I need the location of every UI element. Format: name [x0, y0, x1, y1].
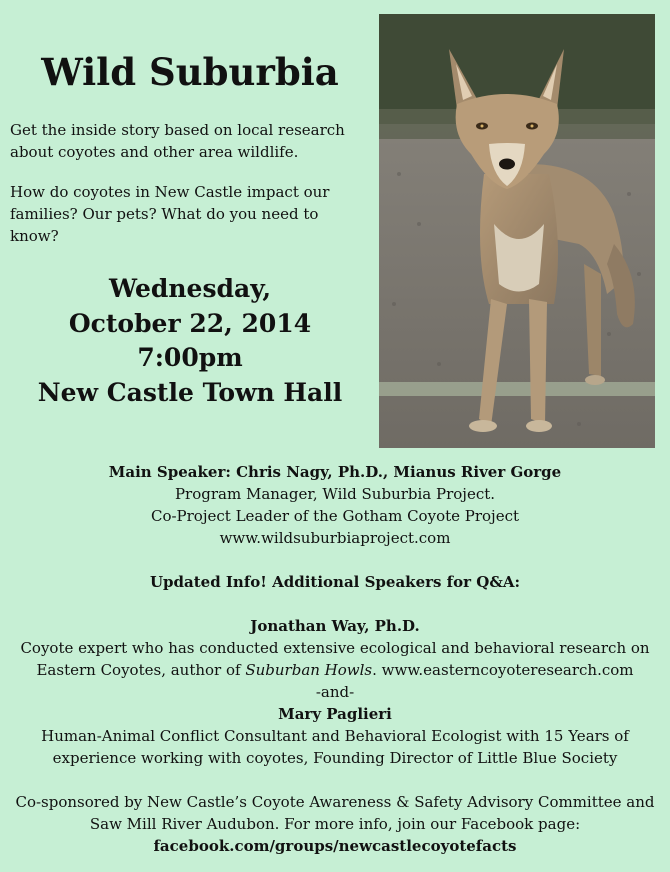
- update-heading: Updated Info! Additional Speakers for Q&A:: [149, 573, 521, 591]
- speaker3-name: Mary Paglieri: [278, 705, 392, 723]
- event-details: [0, 272, 380, 410]
- event-time: 7:00pm: [137, 343, 243, 372]
- sponsor-text: Co-sponsored by New Castle’s Coyote Awareness & Safety Advisory Committee and Saw Mill River Audubon. For more info, join our Facebook page:: [15, 793, 655, 833]
- intro-question: How do coyotes in New Castle impact our families? Our pets? What do you need to know?: [10, 183, 330, 245]
- speaker2-book-title: Suburban Howls: [245, 661, 373, 679]
- event-date: October 22, 2014: [68, 308, 312, 338]
- intro-paragraph: Get the inside story based on local research about coyotes and other area wildlife.: [10, 121, 345, 161]
- coyote-illustration: [379, 14, 655, 448]
- page-title: Wild Suburbia: [41, 50, 339, 94]
- main-speaker-project: Co-Project Leader of the Gotham Coyote Project: [150, 507, 520, 525]
- main-speaker-website[interactable]: www.wildsuburbiaproject.com: [219, 529, 451, 547]
- speaker3-bio: Human-Animal Conflict Consultant and Behavioral Ecologist with 15 Years of experience working with coyotes, Founding Director of Little Blue Society: [41, 727, 629, 767]
- main-speaker-role: Program Manager, Wild Suburbia Project.: [174, 485, 496, 503]
- speaker2-name: Jonathan Way, Ph.D.: [250, 617, 420, 635]
- speaker2-bio: [0, 637, 670, 681]
- coyote-photo: [379, 14, 655, 448]
- event-day: Wednesday,: [108, 274, 272, 303]
- speaker2-website[interactable]: . www.easterncoyoteresearch.com: [372, 661, 634, 679]
- event-venue: New Castle Town Hall: [37, 377, 343, 407]
- and-separator: -and-: [315, 683, 355, 701]
- speaker2-bio-text: Coyote expert who has conducted extensive ecological and behavioral research on Eastern Coyotes, author of: [20, 639, 650, 679]
- main-speaker-heading: Main Speaker: Chris Nagy, Ph.D., Mianus River Gorge: [108, 463, 562, 481]
- speaker-details: [0, 461, 670, 857]
- facebook-link[interactable]: facebook.com/groups/newcastlecoyotefacts: [153, 837, 517, 855]
